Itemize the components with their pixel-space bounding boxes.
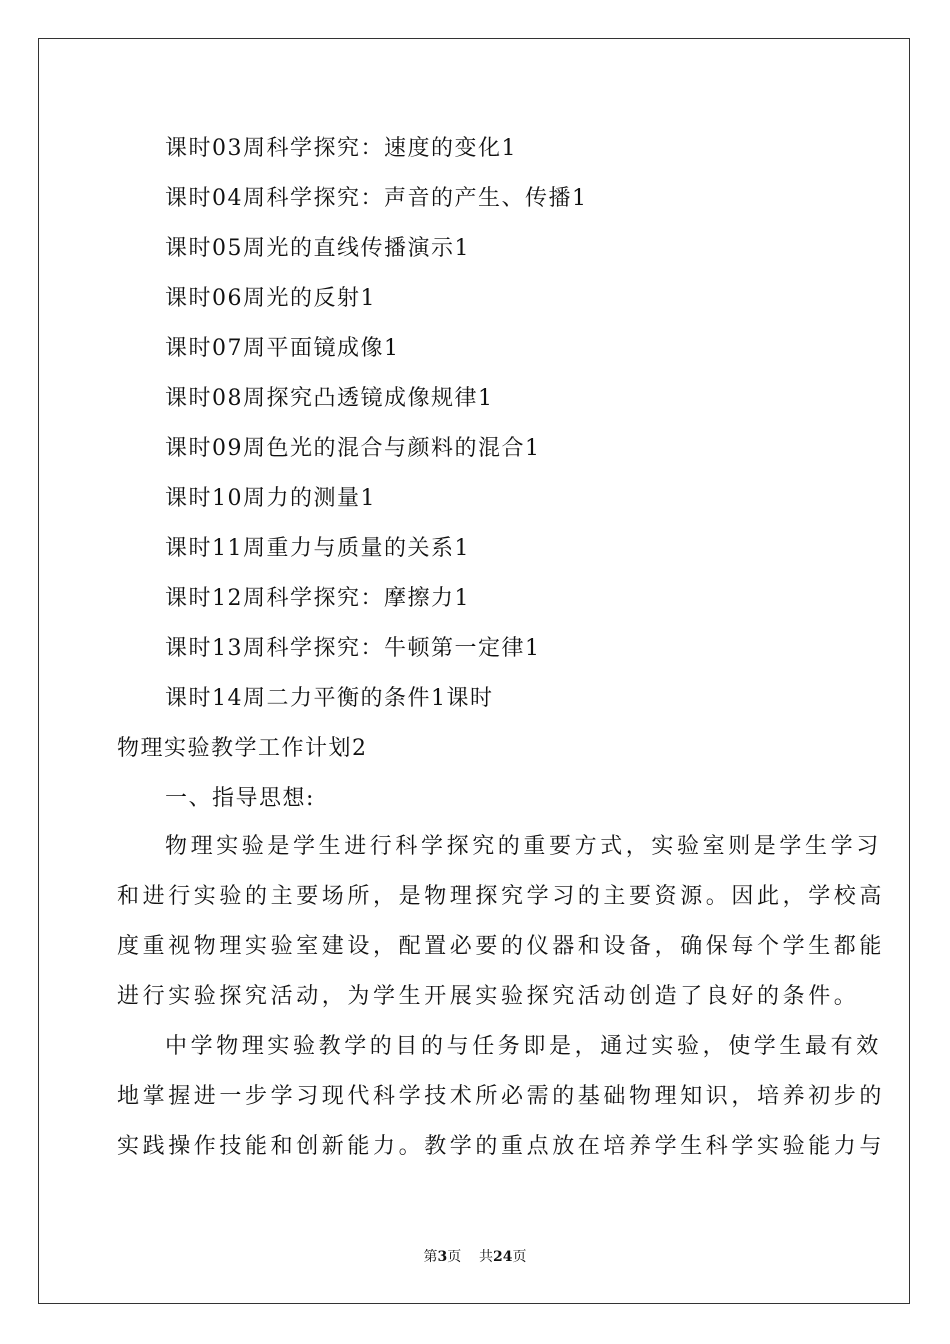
schedule-item: 课时06周光的反射1 xyxy=(165,286,376,311)
page-border xyxy=(38,38,910,1304)
schedule-item: 课时03周科学探究：速度的变化1 xyxy=(165,136,517,161)
footer-total-pages: 24 xyxy=(493,1249,513,1265)
schedule-item: 课时13周科学探究：牛顿第一定律1 xyxy=(165,636,541,661)
footer-total-prefix: 共 xyxy=(479,1249,494,1265)
footer-page-number: 3 xyxy=(437,1249,448,1265)
paragraph-line: 物理实验是学生进行科学探究的重要方式，实验室则是学生学习 xyxy=(165,834,882,859)
schedule-item: 课时11周重力与质量的关系1 xyxy=(165,536,470,561)
schedule-item: 课时07周平面镜成像1 xyxy=(165,336,400,361)
schedule-item: 课时10周力的测量1 xyxy=(165,486,376,511)
section-title: 物理实验教学工作计划2 xyxy=(117,736,368,761)
subheading: 一、指导思想: xyxy=(165,786,315,811)
footer-page-suffix: 页 xyxy=(447,1249,462,1265)
schedule-item: 课时12周科学探究：摩擦力1 xyxy=(165,586,470,611)
footer-total-suffix: 页 xyxy=(512,1249,527,1265)
paragraph-line: 进行实验探究活动，为学生开展实验探究活动创造了良好的条件。 xyxy=(117,984,860,1009)
schedule-item: 课时05周光的直线传播演示1 xyxy=(165,236,470,261)
page-footer xyxy=(0,1247,950,1267)
paragraph-line: 度重视物理实验室建设，配置必要的仪器和设备，确保每个学生都能 xyxy=(117,934,886,959)
paragraph-line: 实践操作技能和创新能力。教学的重点放在培养学生科学实验能力与 xyxy=(117,1134,886,1159)
schedule-item: 课时08周探究凸透镜成像规律1 xyxy=(165,386,494,411)
schedule-item: 课时09周色光的混合与颜料的混合1 xyxy=(165,436,541,461)
schedule-item: 课时04周科学探究：声音的产生、传播1 xyxy=(165,186,588,211)
schedule-item: 课时14周二力平衡的条件1课时 xyxy=(165,686,494,711)
paragraph-line: 中学物理实验教学的目的与任务即是，通过实验，使学生最有效 xyxy=(165,1034,882,1059)
paragraph-line: 地掌握进一步学习现代科学技术所必需的基础物理知识，培养初步的 xyxy=(117,1084,886,1109)
paragraph-line: 和进行实验的主要场所，是物理探究学习的主要资源。因此，学校高 xyxy=(117,884,886,909)
footer-page-prefix: 第 xyxy=(423,1249,438,1265)
